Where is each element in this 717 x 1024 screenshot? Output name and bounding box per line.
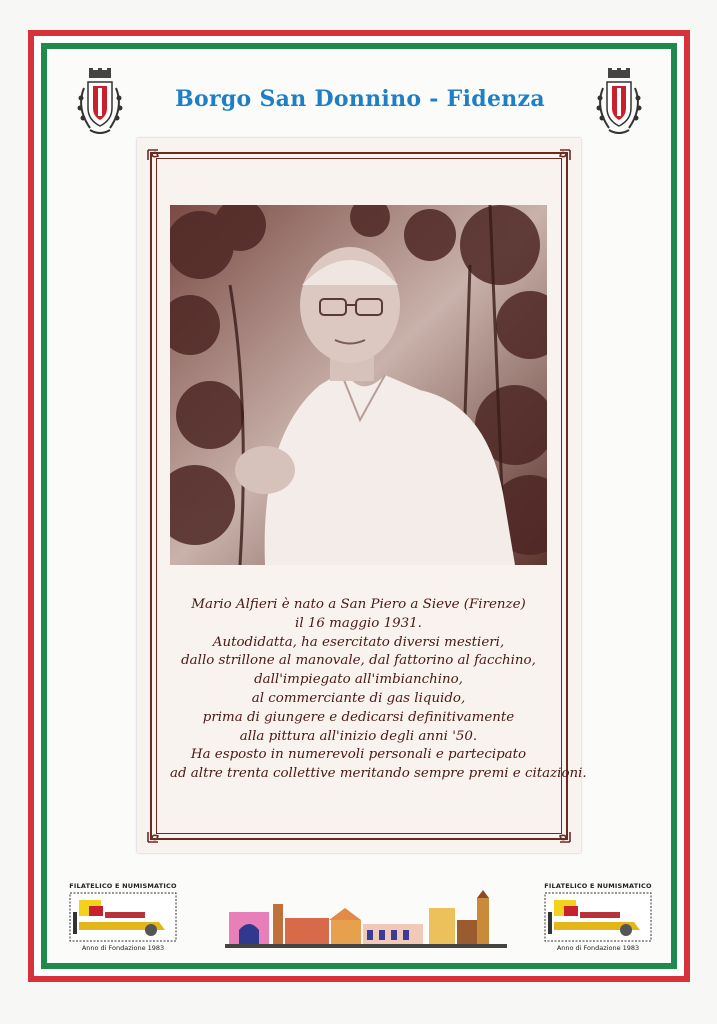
stamp-logo-left: [63, 882, 183, 958]
stamp-year: Anno di Fondazione 1983: [556, 944, 640, 952]
corner-ornament-icon: [146, 822, 168, 844]
stamp-title: FILATELICO E NUMISMATICO: [69, 882, 177, 890]
bio-line: il 16 maggio 1931.: [295, 615, 422, 631]
corner-ornament-icon: [146, 148, 168, 170]
corner-ornament-icon: [550, 148, 572, 170]
bio-line: Ha esposto in numerevoli personali e partecipato: [190, 747, 527, 763]
bio-line: Autodidatta, ha esercitato diversi mestieri,: [212, 634, 505, 650]
biography-text: [170, 596, 587, 784]
stamp-art-icon: [69, 892, 177, 942]
stamp-title: FILATELICO E NUMISMATICO: [544, 882, 652, 890]
bio-line: dallo strillone al manovale, dal fattorino al facchino,: [181, 653, 536, 669]
bio-line: al commerciante di gas liquido,: [251, 690, 466, 706]
bio-line: ad altre trenta collettive meritando sempre premi e citazioni.: [170, 766, 587, 782]
page-title: Borgo San Donnino - Fidenza: [175, 86, 545, 112]
bio-line: alla pittura all'inizio degli anni '50.: [239, 728, 478, 744]
stamp-year: Anno di Fondazione 1983: [81, 944, 165, 952]
coat-of-arms-icon: [72, 68, 128, 140]
bio-line: dall'impiegato all'imbianchino,: [254, 672, 463, 688]
coat-of-arms-icon: [591, 68, 647, 140]
bio-line: Mario Alfieri è nato a San Piero a Sieve (Firenze): [191, 597, 526, 612]
portrait-photo: [170, 205, 547, 565]
town-skyline-icon: [225, 890, 507, 948]
corner-ornament-icon: [550, 822, 572, 844]
stamp-logo-right: [538, 882, 658, 958]
bio-line: prima di giungere e dedicarsi definitivamente: [202, 709, 515, 725]
stamp-art-icon: [544, 892, 652, 942]
